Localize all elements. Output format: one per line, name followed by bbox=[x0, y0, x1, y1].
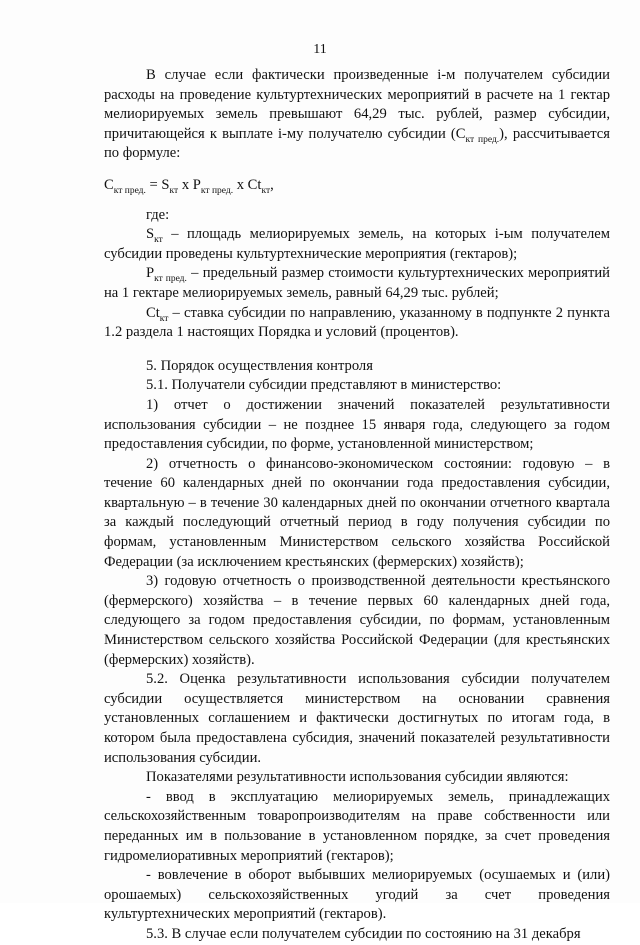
definition-ct: $Ct_{кт}$ – ставка субсидии по направлению, указанному в подпункте 2 пункта 1.2 раздела 1 настоящих Порядка и условий (процентов). bbox=[104, 304, 610, 341]
where-label: где: bbox=[146, 206, 170, 223]
clause-5-2: 5.2. Оценка результативности использования субсидии получателем субсидии осуществляется министерством на основании сравнения установленных соглашением и фактически достигнутых по итогам года, в котором была предоставлена субсидия, значений показателей результативности использования субсидии. bbox=[104, 671, 610, 766]
intro-paragraph: В случае если фактически произведенные i-м получателем субсидии расходы на проведение культуртехнических мероприятий в расчете на 1 гектар мелиорируемых земель превышают 64,29 тыс. рублей, размер субсидии, причитающейся к выплате i-му получателю субсидии $(С_{кт пред.})$, рассчитывается по формуле: bbox=[104, 67, 610, 162]
clause-5-1-item-3: 3) годовую отчетность о производственной деятельности крестьянского (фермерского) хозяйства – в течение первых 60 календарных дней года, следующего за годом предоставления субсидии, по формам, установленным Министерством сельского хозяйства Российской Федерации (для крестьянских (фермерских) хозяйств). bbox=[104, 573, 610, 668]
definition-s: $S_{кт}$ – площадь мелиорируемых земель, на которых i-ым получателем субсидии проведены культуртехнические мероприятия (гектаров); bbox=[104, 226, 610, 262]
definition-p: $Р_{кт пред.}$ – предельный размер стоимости культуртехнических мероприятий на 1 гектаре мелиорируемых земель, равный 64,29 тыс. рублей; bbox=[104, 265, 610, 301]
indicator-item-2: - вовлечение в оборот выбывших мелиорируемых (осушаемых и (или) орошаемых) сельскохозяйственных угодий за счет проведения культуртехнических мероприятий (гектаров). bbox=[104, 867, 610, 923]
page-number: 11 bbox=[313, 42, 327, 57]
spacer bbox=[104, 343, 610, 357]
clause-5-1-item-2: 2) отчетность о финансово-экономическом состоянии: годовую – в течение 60 календарных дней по окончании года предоставления субсидии, квартальную – в течение 30 календарных дней по окончании отчетного квартала за каждый последующий отчетный период в году получения субсидии по формам, установленным Министерством сельского хозяйства Российской Федерации (за исключением крестьянских (фермерских) хозяйств); bbox=[104, 455, 610, 570]
clause-5-3: 5.3. В случае если получателем субсидии по состоянию на 31 декабря bbox=[146, 925, 581, 942]
clause-5-1: 5.1. Получатели субсидии представляют в министерство: bbox=[146, 377, 502, 394]
clause-5-1-item-1: 1) отчет о достижении значений показателей результативности использования субсидии – не позднее 15 января года, следующего за годом предоставления субсидии, по форме, установленной министерством; bbox=[104, 396, 610, 453]
subsidy-formula: $С_{кт пред.} = S_{кт}$ х $Р_{кт пред.}$ х $Ct_{кт}$, bbox=[104, 176, 274, 196]
indicators-heading: Показателями результативности использования субсидии являются: bbox=[146, 769, 569, 786]
section-title: 5. Порядок осуществления контроля bbox=[146, 357, 373, 374]
document-body bbox=[104, 66, 610, 945]
indicator-item-1: - ввод в эксплуатацию мелиорируемых земель, принадлежащих сельскохозяйственным товаропроизводителям на праве собственности или переданных им в пользование в установленном порядке, за счет проведения гидромелиоративных мероприятий (гектаров); bbox=[104, 788, 610, 864]
